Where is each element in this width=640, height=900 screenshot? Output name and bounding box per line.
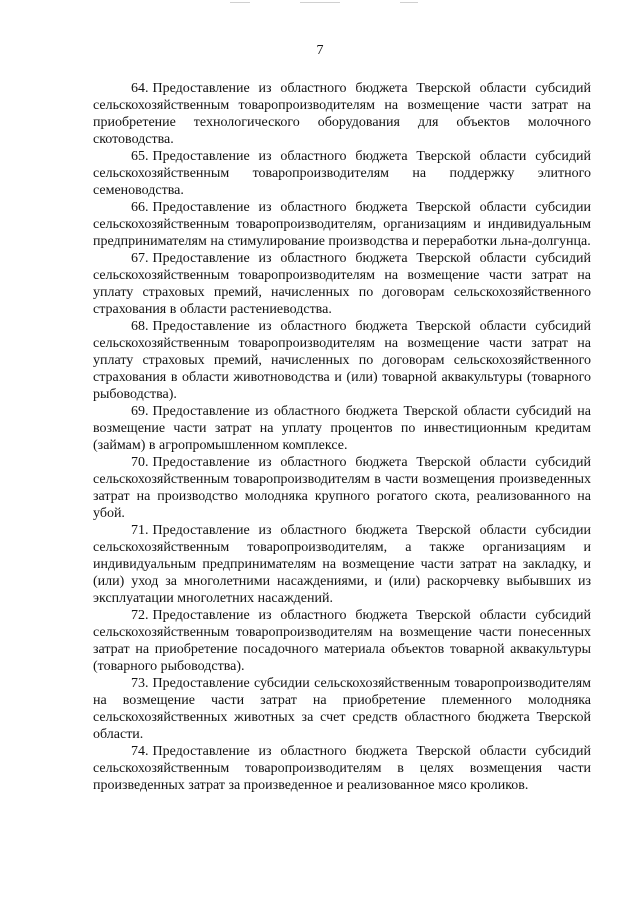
item-number: 71. [131, 523, 149, 538]
list-item-70 [93, 454, 591, 522]
scan-artifact [400, 2, 418, 3]
list-item-74 [93, 743, 591, 794]
scan-artifact [230, 2, 250, 3]
item-text: Предоставление из областного бюджета Тверской области субсидий сельскохозяйственным товаропроизводителям в части возмещения произведенных затрат на производство молодняка крупного рогатого скота, реализованного на убой. [93, 455, 591, 521]
item-text: Предоставление из областного бюджета Тверской области субсидий сельскохозяйственным товаропроизводителям на возмещение части затрат на приобретение технологического оборудования для объектов молочного скотоводства. [93, 81, 591, 147]
item-number: 68. [131, 319, 149, 334]
document-body [93, 80, 591, 794]
item-number: 73. [131, 676, 149, 691]
list-item-64 [93, 80, 591, 148]
item-number: 74. [131, 744, 149, 759]
list-item-72 [93, 607, 591, 675]
list-item-71 [93, 522, 591, 607]
list-item-66 [93, 199, 591, 250]
list-item-67 [93, 250, 591, 318]
item-number: 64. [131, 81, 149, 96]
item-number: 70. [131, 455, 149, 470]
item-text: Предоставление из областного бюджета Тверской области субсидий сельскохозяйственным товаропроизводителям на поддержку элитного семеноводства. [93, 149, 591, 198]
item-text: Предоставление из областного бюджета Тверской области субсидии сельскохозяйственным товаропроизводителям, а также организациям и индивидуальным предпринимателям на возмещение части затрат на закладку, и (или) уход за многолетними насаждениями, и (или) раскорчевку выбывших из эксплуатации многолетних насаждений. [93, 523, 591, 606]
item-number: 67. [131, 251, 149, 266]
item-text: Предоставление из областного бюджета Тверской области субсидий сельскохозяйственным товаропроизводителям на возмещение части затрат на уплату страховых премий, начисленных по договорам сельскохозяйственного страхования в области животноводства и (или) товарной аквакультуры (товарного рыбоводства). [93, 319, 591, 402]
item-text: Предоставление из областного бюджета Тверской области субсидий на возмещение части затрат на уплату процентов по инвестиционным кредитам (займам) в агропромышленном комплексе. [93, 404, 591, 453]
page-number: 7 [316, 43, 324, 58]
item-number: 69. [131, 404, 149, 419]
item-text: Предоставление из областного бюджета Тверской области субсидии сельскохозяйственным товаропроизводителям, организациям и индивидуальным предпринимателям на стимулирование производства и переработки льна-долгунца. [93, 200, 591, 249]
item-text: Предоставление из областного бюджета Тверской области субсидий сельскохозяйственным товаропроизводителям в целях возмещения части произведенных затрат за произведенное и реализованное мясо кроликов. [93, 744, 591, 793]
item-text: Предоставление из областного бюджета Тверской области субсидий сельскохозяйственным товаропроизводителям на возмещение части затрат на уплату страховых премий, начисленных по договорам сельскохозяйственного страхования в области растениеводства. [93, 251, 591, 317]
item-number: 72. [131, 608, 149, 623]
scan-artifact [300, 2, 340, 3]
list-item-65 [93, 148, 591, 199]
item-number: 66. [131, 200, 149, 215]
item-number: 65. [131, 149, 149, 164]
list-item-73 [93, 675, 591, 743]
item-text: Предоставление субсидии сельскохозяйственным товаропроизводителям на возмещение части затрат на приобретение племенного молодняка сельскохозяйственных животных за счет средств областного бюджета Тверской области. [93, 676, 591, 742]
list-item-68 [93, 318, 591, 403]
item-text: Предоставление из областного бюджета Тверской области субсидий сельскохозяйственным товаропроизводителям на возмещение части понесенных затрат на приобретение посадочного материала объектов товарной аквакультуры (товарного рыбоводства). [93, 608, 591, 674]
list-item-69 [93, 403, 591, 454]
